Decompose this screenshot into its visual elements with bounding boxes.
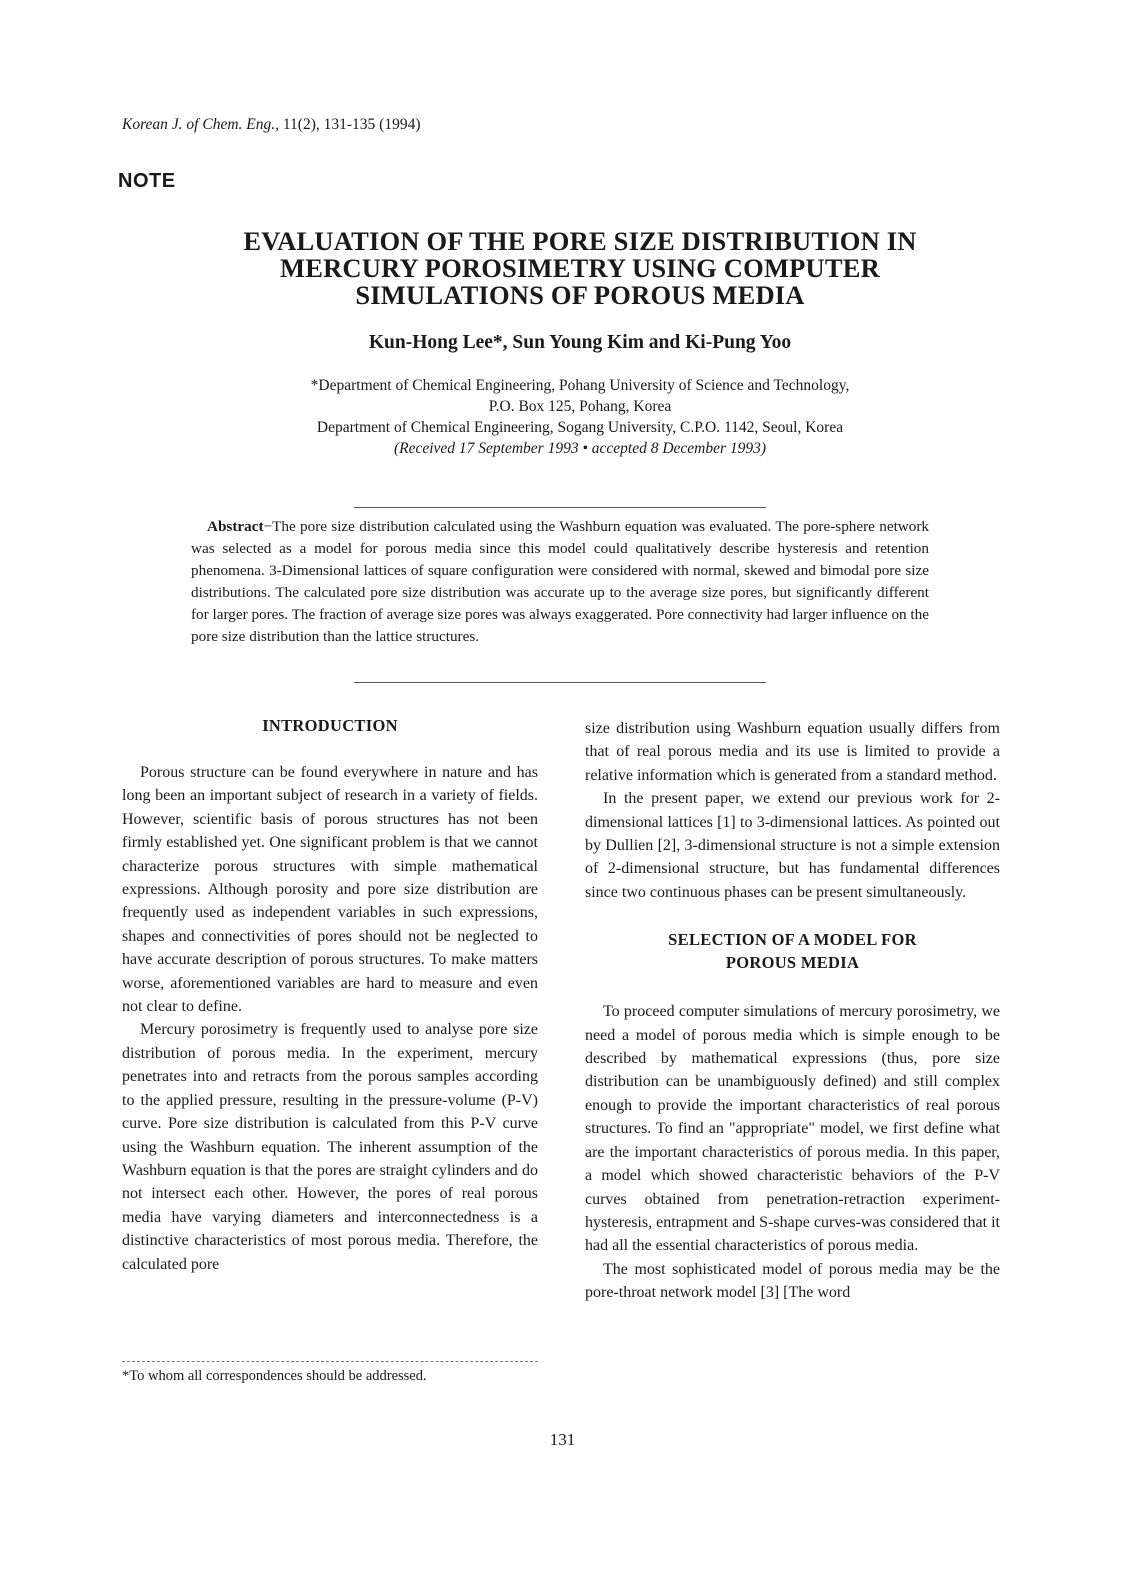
affiliation-line: P.O. Box 125, Pohang, Korea: [488, 398, 672, 415]
title-line: MERCURY POROSIMETRY USING COMPUTER: [280, 253, 880, 283]
paper-title: [150, 228, 1010, 309]
author-list: Kun-Hong Lee*, Sun Young Kim and Ki-Pung Yoo: [368, 332, 792, 353]
abstract-bottom-rule: [354, 682, 766, 683]
title-line: EVALUATION OF THE PORE SIZE DISTRIBUTION IN: [243, 226, 917, 256]
footnote-rule: [122, 1361, 538, 1362]
section-heading-line: POROUS MEDIA: [725, 953, 860, 973]
paragraph: size distribution using Washburn equation usually differs from that of real porous media and its use is limited to provide a relative information which is generated from a standard method.: [585, 720, 1000, 784]
paragraph: Mercury porosimetry is frequently used to analyse pore size distribution of porous media. In the experiment, mercury penetrates into and retracts from the porous samples according to the applied pressure, resulting in the pressure-volume (P-V) curve. Pore size distribution is calculated from this P-V curve using the Washburn equation. The inherent assumption of the Washburn equation is that the pores are straight cylinders and do not intersect each other. However, the pores of real porous media have varying diameters and interconnectedness is a distinctive characteristics of most porous media. Therefore, the calculated pore: [122, 1021, 538, 1273]
section-heading-line: SELECTION OF A MODEL FOR: [668, 930, 917, 950]
footnote: *To whom all correspondences should be addressed.: [122, 1368, 427, 1384]
left-column: [122, 714, 538, 1276]
paragraph: In the present paper, we extend our previous work for 2-dimensional lattices [1] to 3-dimensional lattices. As pointed out by Dullien [2], 3-dimensional structure is not a simple extension of 2-dimensional structure, but has fundamental differences since two continuous phases can be present simultaneously.: [585, 790, 1000, 901]
note-label: NOTE: [118, 170, 176, 192]
abstract-text: −The pore size distribution calculated using the Washburn equation was evaluated. The pore-sphere network was selected as a model for porous media since this model could qualitatively describe hysteresis and retention phenomena. 3-Dimensional lattices of square configuration were considered with normal, skewed and bimodal pore size distributions. The calculated pore size distribution was accurate up to the average size pores, but significantly different for larger pores. The fraction of average size pores was always exaggerated. Pore connectivity had larger influence on the pore size distribution than the lattice structures.: [191, 518, 929, 645]
affiliation-line: Department of Chemical Engineering, Sogang University, C.P.O. 1142, Seoul, Korea: [316, 419, 844, 436]
paragraph: Porous structure can be found everywhere in nature and has long been an important subject of research in a variety of fields. However, scientific basis of porous structures has not been firmly established yet. One significant problem is that we cannot characterize porous structures with simple mathematical expressions. Although porosity and pore size distribution are frequently used as independent variables in such expressions, shapes and connectivities of pores should not be neglected to have accurate description of porous structures. To make matters worse, aforementioned variables are hard to measure and even not clear to define.: [122, 764, 538, 1016]
paragraph: To proceed computer simulations of mercury porosimetry, we need a model of porous media which is simple enough to be described by mathematical expressions (thus, pore size distribution can be unambiguously defined) and still complex enough to provide the important characteristics of real porous structures. To find an "appropriate" model, we first define what are the important characteristics of porous media. In this paper, a model which showed characteristic behaviors of the P-V curves obtained from penetration-retraction experiment-hysteresis, entrapment and S-shape curves-was considered that it had all the essential characteristics of porous media.: [585, 1003, 1000, 1255]
affiliation-line: *Department of Chemical Engineering, Pohang University of Science and Technology,: [310, 377, 850, 394]
page-number: 131: [549, 1430, 576, 1449]
section-heading-selection: [585, 928, 1000, 974]
journal-reference: [122, 116, 420, 134]
journal-volume-pages: 11(2), 131-135 (1994): [282, 116, 421, 133]
abstract: [191, 516, 929, 648]
right-column: [585, 717, 1000, 1305]
paragraph: The most sophisticated model of porous media may be the pore-throat network model [3] [The word: [585, 1260, 1000, 1302]
abstract-lead: Abstract: [207, 518, 264, 535]
abstract-top-rule: [354, 507, 766, 508]
received-dates: (Received 17 September 1993 • accepted 8 December 1993): [393, 440, 767, 457]
title-line: SIMULATIONS OF POROUS MEDIA: [355, 280, 805, 310]
section-heading-introduction: INTRODUCTION: [262, 716, 398, 735]
affiliations: [180, 375, 980, 459]
journal-name: Korean J. of Chem. Eng.,: [122, 116, 279, 133]
